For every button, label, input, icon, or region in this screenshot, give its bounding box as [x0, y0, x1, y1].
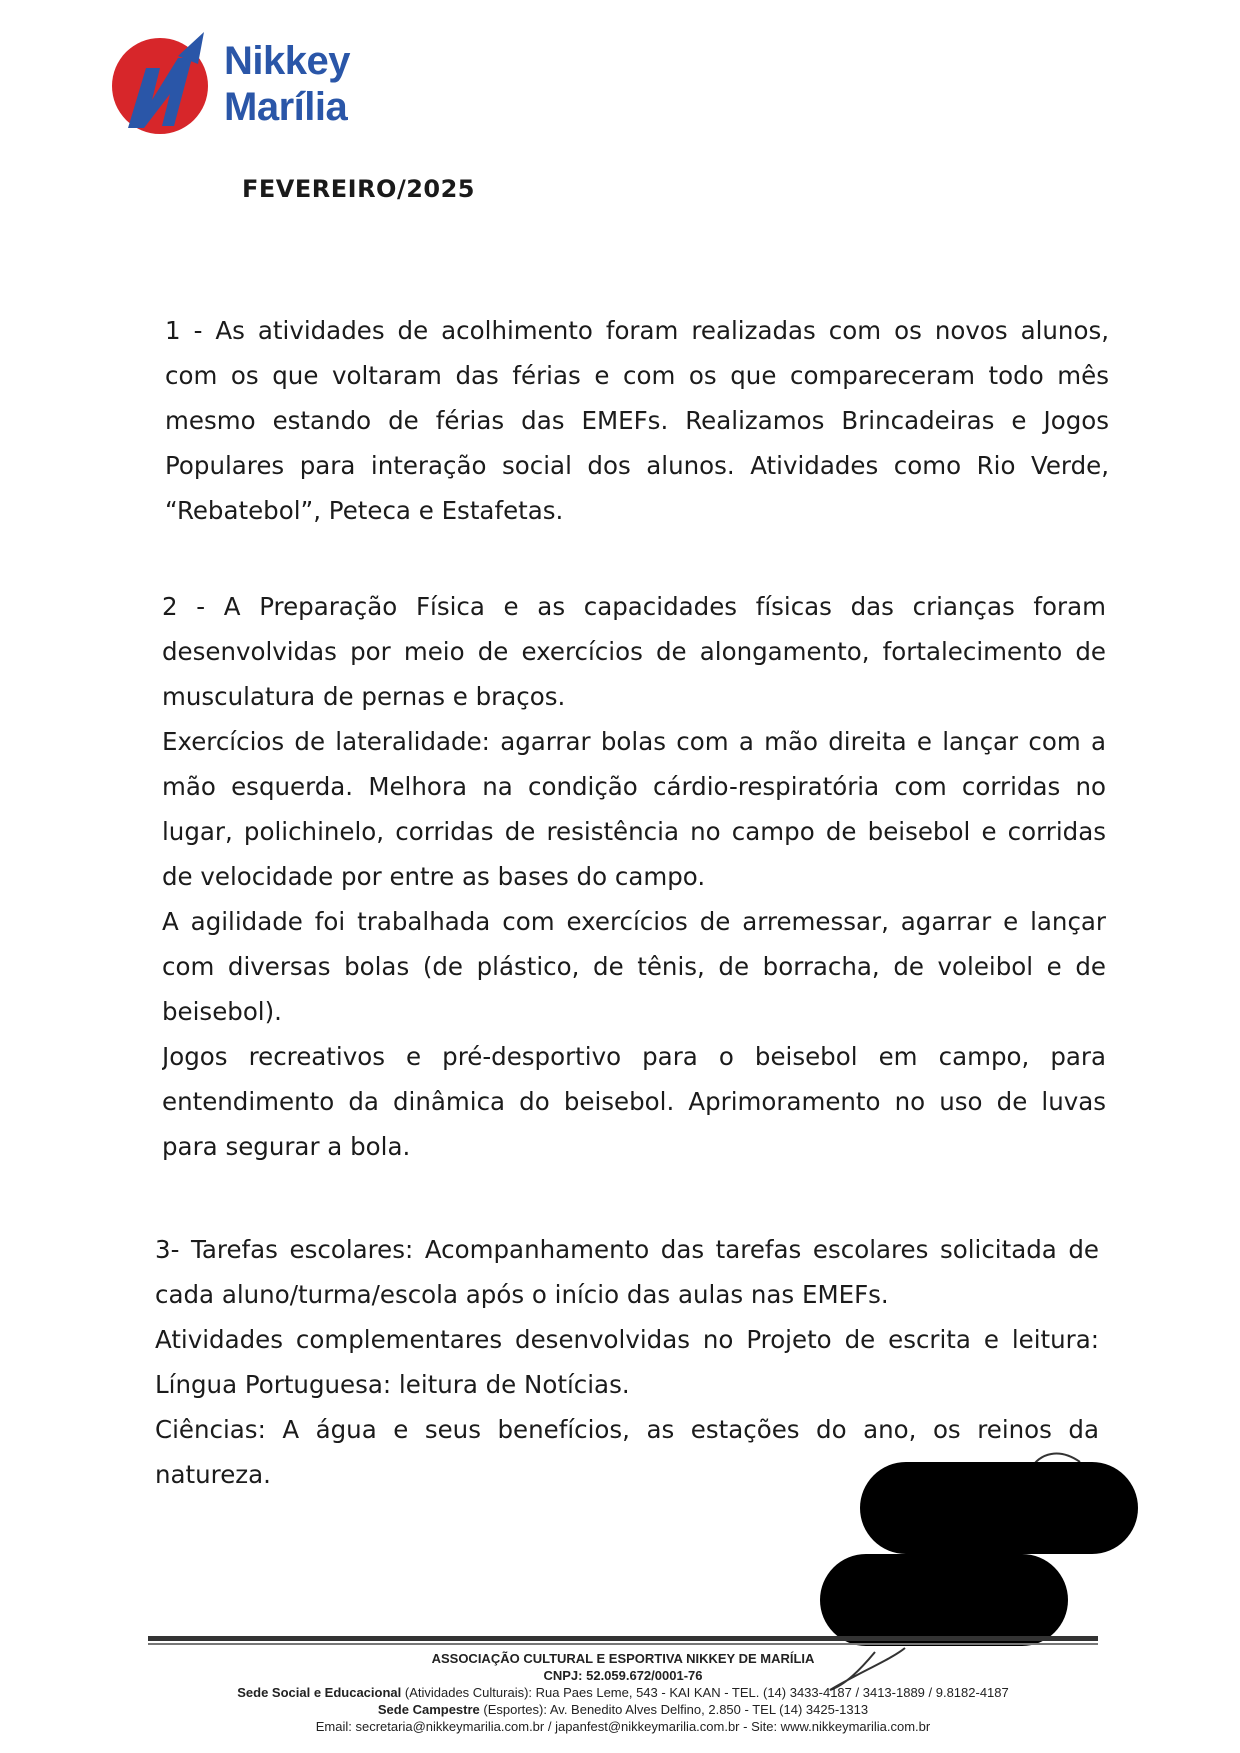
paragraph-line: A agilidade foi trabalhada com exercícios de arremessar, agarrar e lançar — [162, 907, 1106, 936]
footer-sede-campestre-label: Sede Campestre — [377, 1702, 480, 1717]
logo-line-1: Nikkey — [224, 39, 350, 83]
logo-line-2: Marília — [224, 85, 348, 129]
letterhead-footer — [148, 1650, 1098, 1735]
paragraph-line: desenvolvidas por meio de exercícios de alongamento, fortalecimento de — [162, 637, 1106, 666]
paragraph-line: beisebol). — [162, 997, 282, 1026]
paragraph-line: 1 - As atividades de acolhimento foram realizadas com os novos alunos, — [165, 316, 1109, 345]
paragraph-line: Língua Portuguesa: leitura de Notícias. — [155, 1370, 630, 1399]
footer-sede-campestre-text: (Esportes): Av. Benedito Alves Delfino, 2.850 - TEL (14) 3425-1313 — [479, 1702, 869, 1717]
paragraph-3 — [155, 1227, 1099, 1497]
paragraph-line: mão esquerda. Melhora na condição cárdio-respiratória com corridas no — [162, 772, 1106, 801]
nikkey-marilia-logo — [108, 28, 378, 138]
footer-cnpj: CNPJ: 52.059.672/0001-76 — [543, 1668, 703, 1683]
redaction-block — [860, 1462, 1138, 1554]
paragraph-line: com os que voltaram das férias e com os que compareceram todo mês — [165, 361, 1109, 390]
paragraph-line: Exercícios de lateralidade: agarrar bolas com a mão direita e lançar com a — [162, 727, 1106, 756]
paragraph-line: Ciências: A água e seus benefícios, as estações do ano, os reinos da — [155, 1415, 1099, 1444]
paragraph-line: 3- Tarefas escolares: Acompanhamento das tarefas escolares solicitada de — [155, 1235, 1099, 1264]
footer-contact: Email: secretaria@nikkeymarilia.com.br / japanfest@nikkeymarilia.com.br - Site: www.nikkeymarilia.com.br — [315, 1719, 931, 1734]
paragraph-1 — [165, 308, 1109, 533]
paragraph-line: natureza. — [155, 1460, 271, 1489]
footer-sede-social-label: Sede Social e Educacional — [237, 1685, 402, 1700]
report-month-heading: FEVEREIRO/2025 — [242, 175, 476, 203]
paragraph-line: lugar, polichinelo, corridas de resistência no campo de beisebol e corridas — [162, 817, 1106, 846]
logo-wordmark — [224, 38, 350, 130]
paragraph-line: cada aluno/turma/escola após o início das aulas nas EMEFs. — [155, 1280, 889, 1309]
footer-organization: ASSOCIAÇÃO CULTURAL E ESPORTIVA NIKKEY DE MARÍLIA — [431, 1651, 815, 1666]
footer-divider-thin — [148, 1643, 1098, 1645]
paragraph-line: “Rebatebol”, Peteca e Estafetas. — [165, 496, 564, 525]
paragraph-line: entendimento da dinâmica do beisebol. Aprimoramento no uso de luvas — [162, 1087, 1106, 1116]
paragraph-line: de velocidade por entre as bases do campo. — [162, 862, 706, 891]
paragraph-line: mesmo estando de férias das EMEFs. Realizamos Brincadeiras e Jogos — [165, 406, 1109, 435]
paragraph-line: musculatura de pernas e braços. — [162, 682, 566, 711]
paragraph-line: com diversas bolas (de plástico, de tênis, de borracha, de voleibol e de — [162, 952, 1106, 981]
footer-sede-social-text: (Atividades Culturais): Rua Paes Leme, 543 - KAI KAN - TEL. (14) 3433-4187 / 3413-1889 / 9.8182-4187 — [401, 1685, 1009, 1700]
paragraph-line: Jogos recreativos e pré-desportivo para o beisebol em campo, para — [162, 1042, 1106, 1071]
paragraph-line: para segurar a bola. — [162, 1132, 411, 1161]
paragraph-line: Populares para interação social dos alunos. Atividades como Rio Verde, — [165, 451, 1109, 480]
redaction-block — [820, 1554, 1068, 1646]
paragraph-2 — [162, 584, 1106, 1169]
footer-divider — [148, 1636, 1098, 1641]
footer-sede-social — [148, 1684, 1098, 1701]
footer-sede-campestre — [148, 1701, 1098, 1718]
paragraph-line: 2 - A Preparação Física e as capacidades físicas das crianças foram — [162, 592, 1106, 621]
logo-emblem-icon — [108, 28, 218, 138]
paragraph-line: Atividades complementares desenvolvidas no Projeto de escrita e leitura: — [155, 1325, 1099, 1354]
